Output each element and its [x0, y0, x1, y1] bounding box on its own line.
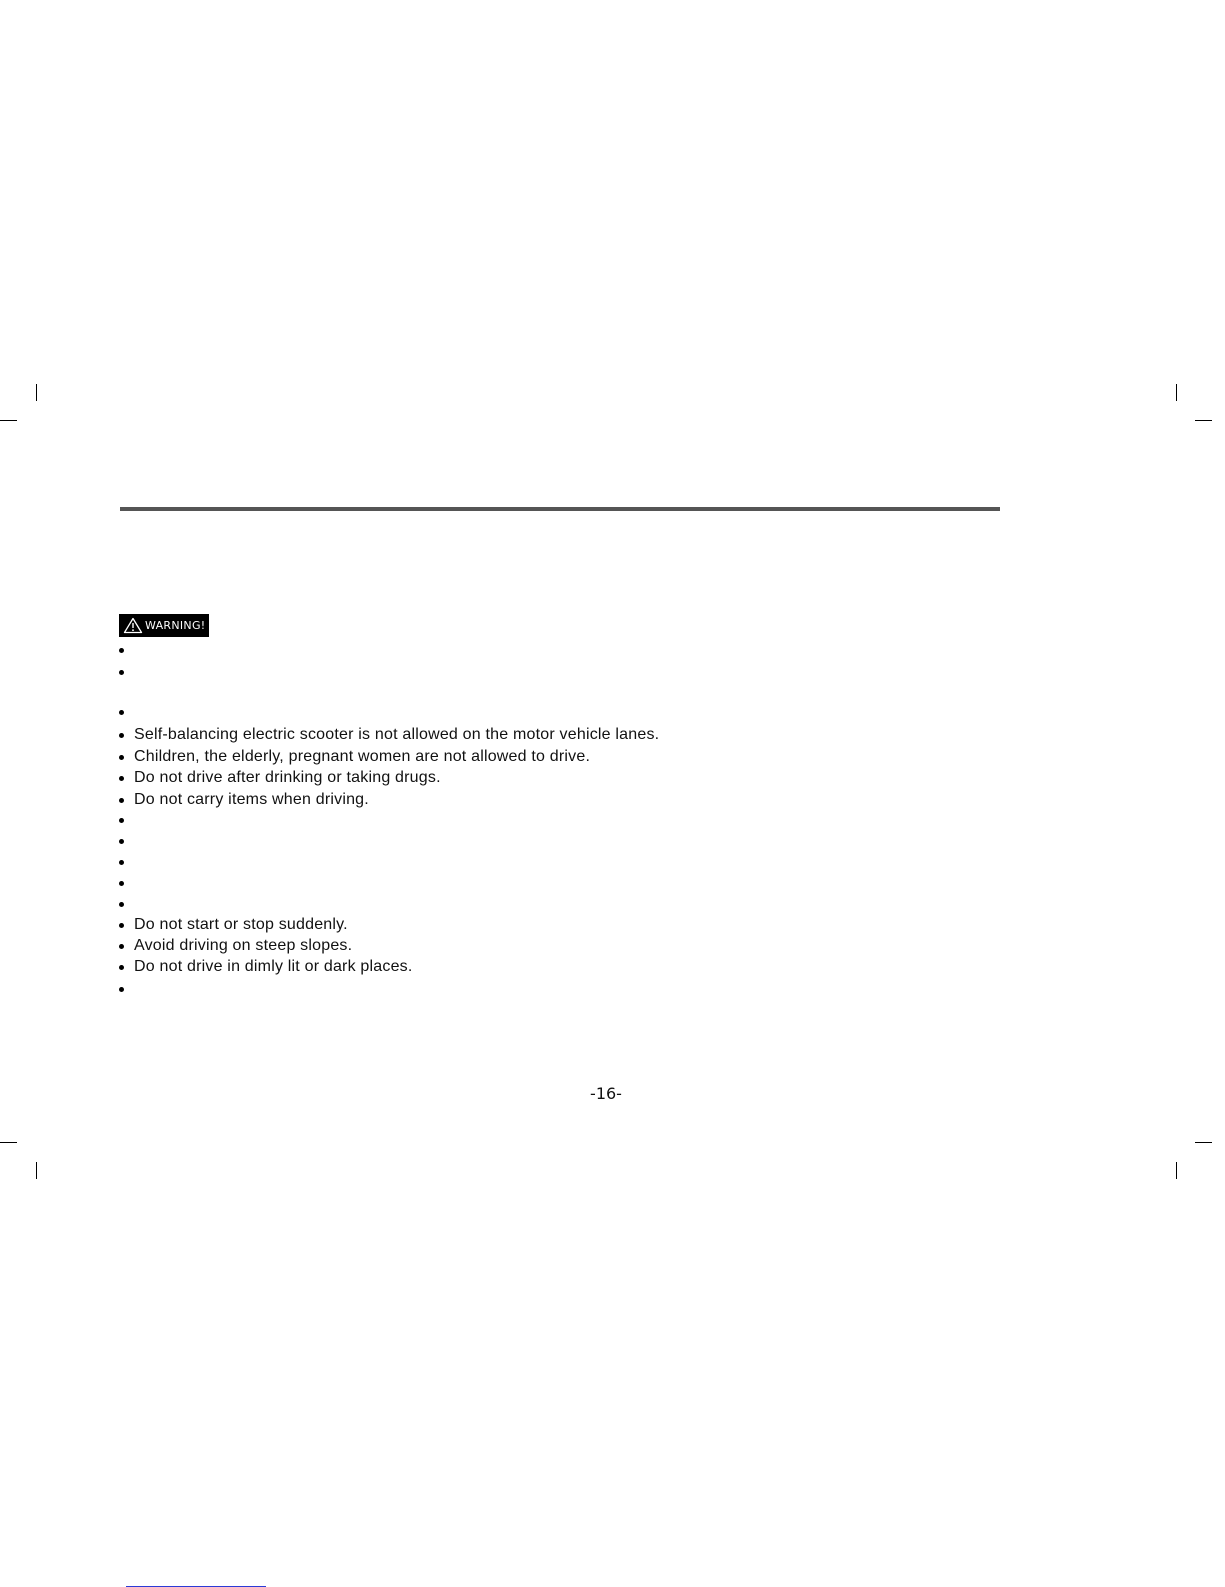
list-item [118, 725, 659, 745]
list-item [118, 936, 352, 956]
list-item [118, 747, 590, 767]
list-item-text: Children, the elderly, pregnant women are not allowed to drive. [134, 748, 591, 765]
list-item [118, 810, 134, 830]
crop-mark-bottom-right [1176, 1162, 1177, 1179]
bullet-icon [119, 860, 124, 865]
list-item [118, 873, 134, 893]
bullet-icon [119, 923, 124, 928]
bullet-icon [119, 733, 124, 738]
list-item [118, 894, 134, 914]
crop-mark-top-left-horizontal [0, 420, 17, 421]
bullet-icon [119, 902, 124, 907]
page-number: -16- [590, 1084, 622, 1103]
list-item [118, 915, 348, 935]
bullet-icon [119, 798, 124, 803]
crop-mark-bottom-left [36, 1162, 37, 1179]
bullet-icon [119, 944, 124, 949]
bullet-icon [119, 776, 124, 781]
warning-label: WARNING! [145, 619, 206, 632]
bullet-icon [119, 881, 124, 886]
warning-triangle-icon [123, 617, 143, 634]
list-item [118, 979, 134, 999]
bullet-icon [119, 755, 124, 760]
bullet-icon [119, 670, 124, 675]
list-item [118, 702, 134, 722]
list-item-text: Self-balancing electric scooter is not allowed on the motor vehicle lanes. [134, 726, 660, 743]
crop-mark-bottom-left-horizontal [0, 1142, 17, 1143]
list-item [118, 831, 134, 851]
crop-mark-top-right [1176, 384, 1177, 401]
section-divider [120, 507, 1000, 511]
crop-mark-top-right-horizontal [1195, 420, 1212, 421]
list-item-text: Avoid driving on steep slopes. [134, 937, 353, 954]
list-item [118, 957, 413, 977]
bullet-icon [119, 839, 124, 844]
list-item-text: Do not start or stop suddenly. [134, 916, 348, 933]
list-item [118, 768, 441, 788]
list-item-text: Do not drive after drinking or taking drugs. [134, 769, 441, 786]
crop-mark-top-left [36, 384, 37, 401]
bullet-icon [119, 710, 124, 715]
list-item-text: Do not carry items when driving. [134, 791, 369, 808]
list-item [118, 640, 134, 660]
bullet-icon [119, 818, 124, 823]
bullet-icon [119, 965, 124, 970]
list-item-text: Do not drive in dimly lit or dark places. [134, 958, 413, 975]
bullet-icon [119, 648, 124, 653]
crop-mark-bottom-right-horizontal [1195, 1142, 1212, 1143]
list-item [118, 790, 369, 810]
list-item [118, 852, 134, 872]
list-item [118, 662, 134, 682]
warning-badge [119, 614, 209, 637]
bullet-icon [119, 987, 124, 992]
